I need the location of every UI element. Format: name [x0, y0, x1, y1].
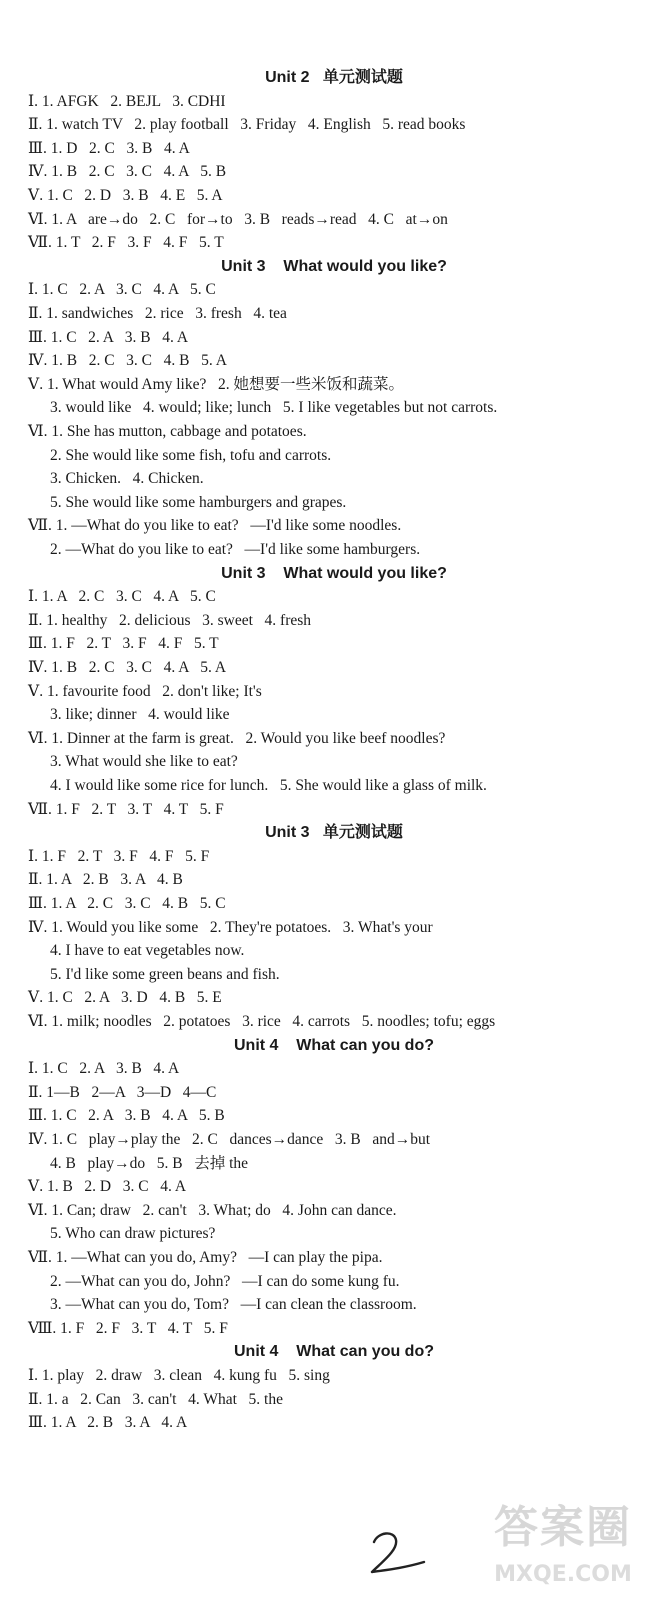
handwritten-page-number [368, 1528, 428, 1578]
section-heading: Unit 3 What would you like? [221, 564, 447, 582]
answer-line: Ⅱ. 1. sandwiches 2. rice 3. fresh 4. tea [28, 305, 287, 322]
answer-line: Ⅴ. 1. B 2. D 3. C 4. A [28, 1178, 187, 1196]
answer-line: Ⅶ. 1. F 2. T 3. T 4. T 5. F [28, 800, 224, 818]
answer-line: Ⅶ. 1. —What can you do, Amy? —I can play the pipa. [28, 1249, 383, 1266]
answer-line: Ⅰ. 1. AFGK 2. BEJL 3. CDHI [28, 92, 226, 110]
answer-line: Ⅲ. 1. F 2. T 3. F 4. F 5. T [28, 635, 219, 653]
answer-line: Ⅵ. 1. She has mutton, cabbage and potatoes. [28, 423, 307, 440]
answer-line: Ⅵ. 1. milk; noodles 2. potatoes 3. rice 4. carrots 5. noodles; tofu; eggs [28, 1013, 496, 1030]
answer-line: Ⅳ. 1. B 2. C 3. C 4. A 5. B [28, 163, 227, 181]
answer-line: Ⅱ. 1. healthy 2. delicious 3. sweet 4. fresh [28, 611, 312, 629]
answer-line: Ⅱ. 1. watch TV 2. play football 3. Friday 4. English 5. read books [28, 116, 466, 134]
answer-line: Ⅴ. 1. C 2. D 3. B 4. E 5. A [28, 187, 223, 204]
answer-line: 3. What would she like to eat? [50, 753, 238, 771]
answer-line: Ⅷ. 1. F 2. F 3. T 4. T 5. F [28, 1319, 228, 1337]
watermark-logo-text: 答案圈 [494, 1502, 632, 1553]
answer-line: Ⅶ. 1. —What do you like to eat? —I'd like some noodles. [28, 517, 402, 535]
watermark-url: MXQE.COM [494, 1562, 632, 1587]
answer-line: Ⅴ. 1. C 2. A 3. D 4. B 5. E [28, 989, 222, 1007]
answer-line: Ⅲ. 1. A 2. B 3. A 4. A [28, 1414, 188, 1432]
answer-line: Ⅳ. 1. B 2. C 3. C 4. A 5. A [28, 659, 227, 676]
section-heading: Unit 4 What can you do? [234, 1036, 434, 1054]
answer-line: 4. B play→do 5. B 去掉 the [50, 1154, 249, 1172]
answer-line: Ⅲ. 1. A 2. C 3. C 4. B 5. C [28, 895, 226, 912]
answer-line: Ⅳ. 1. Would you like some 2. They're potatoes. 3. What's your [28, 918, 433, 936]
answer-line: 4. I would like some rice for lunch. 5. She would like a glass of milk. [50, 777, 487, 794]
answer-line: Ⅲ. 1. D 2. C 3. B 4. A [28, 139, 190, 157]
answer-line: Ⅶ. 1. T 2. F 3. F 4. F 5. T [28, 234, 224, 252]
answer-line: 3. —What can you do, Tom? —I can clean the classroom. [50, 1296, 417, 1314]
answer-line: 5. Who can draw pictures? [50, 1225, 216, 1243]
answer-line: Ⅱ. 1—B 2—A 3—D 4—C [28, 1083, 217, 1101]
answer-line: Ⅱ. 1. a 2. Can 3. can't 4. What 5. the [28, 1390, 283, 1408]
answer-line: Ⅴ. 1. favourite food 2. don't like; It's [28, 682, 262, 700]
answer-line: Ⅳ. 1. B 2. C 3. C 4. B 5. A [28, 352, 227, 370]
answer-line: Ⅰ. 1. play 2. draw 3. clean 4. kung fu 5. sing [28, 1367, 330, 1384]
answer-line: Ⅱ. 1. A 2. B 3. A 4. B [28, 871, 183, 889]
section-heading: Unit 2 单元测试题 [265, 69, 403, 86]
section-heading: Unit 3 What would you like? [221, 257, 447, 275]
section-heading: Unit 3 单元测试题 [265, 824, 403, 842]
watermark [478, 1500, 648, 1595]
answer-line: Ⅵ. 1. A are→do 2. C for→to 3. B reads→read 4. C at→on [28, 210, 448, 228]
answer-line: 3. Chicken. 4. Chicken. [50, 470, 204, 488]
answer-line: Ⅲ. 1. C 2. A 3. B 4. A 5. B [28, 1107, 225, 1125]
answer-line: Ⅳ. 1. C play→play the 2. C dances→dance 3. B and→but [28, 1131, 431, 1148]
answer-line: 2. —What can you do, John? —I can do some kung fu. [50, 1272, 400, 1290]
answer-line: Ⅰ. 1. C 2. A 3. C 4. A 5. C [28, 281, 216, 299]
answer-line: Ⅴ. 1. What would Amy like? 2. 她想要一些米饭和蔬菜。 [28, 375, 404, 393]
answer-line: Ⅲ. 1. C 2. A 3. B 4. A [28, 328, 189, 346]
answer-line: 2. She would like some fish, tofu and carrots. [50, 446, 332, 464]
answer-line: Ⅵ. 1. Can; draw 2. can't 3. What; do 4. John can dance. [28, 1201, 397, 1219]
answer-line: 3. would like 4. would; like; lunch 5. I like vegetables but not carrots. [50, 399, 498, 417]
answer-line: 2. —What do you like to eat? —I'd like some hamburgers. [50, 541, 421, 558]
answer-line: Ⅰ. 1. F 2. T 3. F 4. F 5. F [28, 847, 210, 865]
answer-line: Ⅰ. 1. A 2. C 3. C 4. A 5. C [28, 588, 216, 606]
answer-line: 3. like; dinner 4. would like [50, 706, 230, 724]
section-heading: Unit 4 What can you do? [234, 1343, 434, 1361]
answer-line: 4. I have to eat vegetables now. [50, 942, 245, 960]
answer-line: 5. I'd like some green beans and fish. [50, 965, 280, 983]
answer-line: Ⅵ. 1. Dinner at the farm is great. 2. Would you like beef noodles? [28, 729, 446, 747]
answer-line: 5. She would like some hamburgers and grapes. [50, 493, 347, 511]
answer-line: Ⅰ. 1. C 2. A 3. B 4. A [28, 1060, 180, 1078]
